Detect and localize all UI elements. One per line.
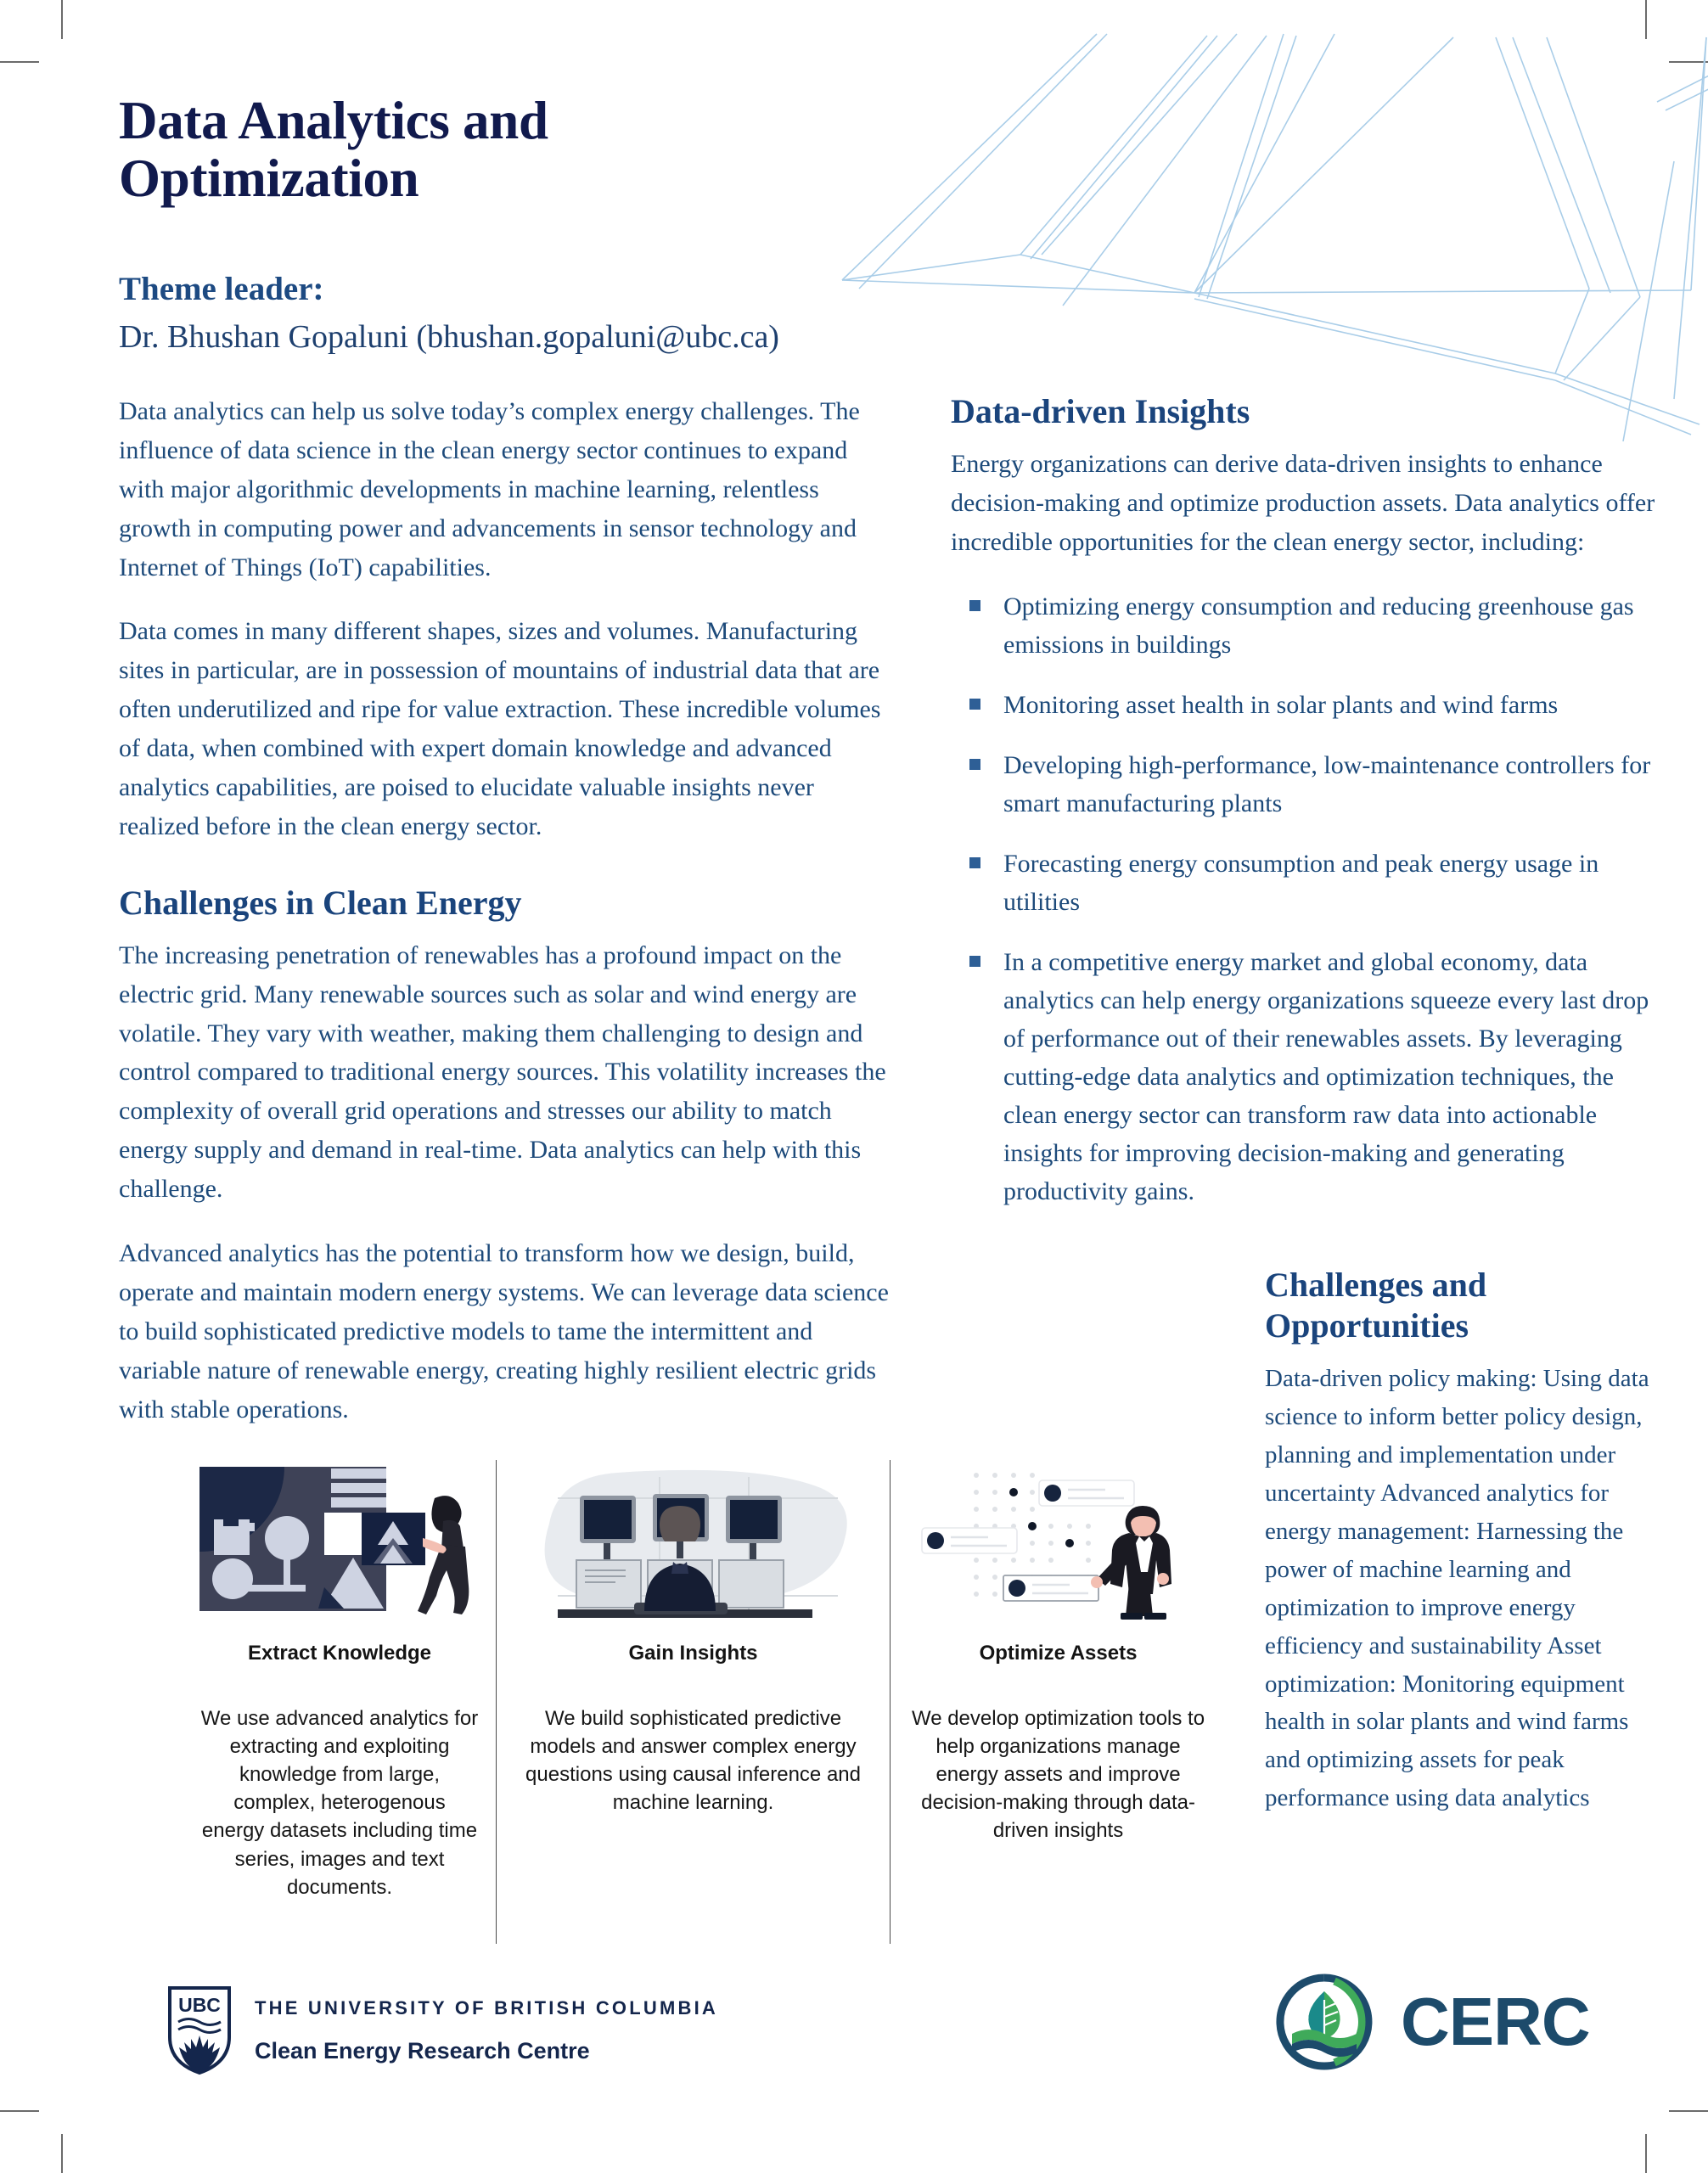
panel-title: Gain Insights (628, 1642, 758, 1665)
list-item (951, 686, 1655, 724)
bullet-text: In a competitive energy market and global economy, data analytics can help energy organizations squeeze every last drop of performance out of their renewables assets. By leveraging cutting-edge data analytics and optimization techniques, the clean energy sector can transform raw data into actionable insights for improving decision-making and generating productivity gains. (1003, 947, 1649, 1205)
challenges-opportunities-heading-line-1: Challenges and (1265, 1266, 1487, 1304)
challenges-paragraph-1: The increasing penetration of renewables has a profound impact on the electric grid. Many renewable sources such as solar and wind energy are volatile. They vary with weather, making them challenging to design and control compared to traditional energy sources. This volatility increases the complexity of overall grid operations and stresses our ability to match energy supply and demand in real-time. Data analytics can help with this challenge. (119, 941, 886, 1204)
right-column (951, 392, 1655, 1232)
list-item (951, 587, 1655, 664)
bullet-text: Forecasting energy consumption and peak energy usage in utilities (1003, 849, 1599, 916)
panel-title: Extract Knowledge (247, 1642, 432, 1665)
intro-paragraph-1: Data analytics can help us solve today’s complex energy challenges. The influence of data science in the clean energy sector continues to expand with major algorithmic developments in machine learning, relentless growth in computing power and advancements in sensor technology and Internet of Things (IoT) capabilities. (119, 397, 860, 581)
insights-bullet-list (951, 587, 1655, 1210)
ubc-logo (166, 1985, 718, 2076)
insights-heading: Data-driven Insights (951, 392, 1250, 430)
ubc-wordmark-line-1: THE UNIVERSITY OF BRITISH COLUMBIA (255, 1996, 718, 2019)
panel-text: We build sophisticated predictive models and answer complex energy questions using causal inference and machine learning. (525, 1707, 861, 1815)
ubc-shield-icon (166, 1985, 233, 2076)
panel-divider (890, 1460, 891, 1944)
theme-leader-name: Dr. Bhushan Gopaluni (bhushan.gopaluni@ubc.ca) (119, 319, 779, 355)
crop-mark-top-left-horizontal (0, 61, 39, 63)
list-item (951, 943, 1655, 1210)
panel-text: We develop optimization tools to help organizations manage energy assets and improve decision-making through data-driven insights (911, 1707, 1205, 1843)
page-title-line-2: Optimization (119, 149, 419, 209)
left-column (119, 392, 891, 1454)
ubc-wordmark (255, 1997, 718, 2064)
challenges-opportunities-body: Data-driven policy making: Using data science to inform better policy design, planning and implementation under uncertainty Advanced analytics for energy management: Harnessing the power of machine learning and optimization to improve energy efficiency and sustainability Asset optimization: Monitoring equipment health in solar plants and wind farms and optimizing assets for peak performance using data analytics (1265, 1365, 1649, 1812)
crop-mark-bottom-right-horizontal (1669, 2110, 1708, 2112)
bullet-square-icon (969, 600, 980, 611)
panel-title: Optimize Assets (979, 1642, 1138, 1665)
crop-mark-top-right-horizontal (1669, 61, 1708, 63)
crop-mark-top-right-vertical (1645, 0, 1647, 39)
decorative-lineart-graphic (808, 0, 1708, 441)
control-room-monitors-illustration (524, 1460, 863, 1621)
bullet-square-icon (969, 759, 980, 770)
page-title (119, 92, 815, 207)
insights-intro-paragraph: Energy organizations can derive data-driven insights to enhance decision-making and optimize production assets. Data analytics offer incredible opportunities for the clean energy sector, including: (951, 450, 1655, 556)
theme-leader-label: Theme leader: (119, 271, 324, 307)
panel-optimize-assets (902, 1460, 1214, 1995)
svg-text:UBC: UBC (178, 1994, 221, 2016)
challenges-opportunities-heading-line-2: Opportunities (1265, 1306, 1469, 1345)
bullet-square-icon (969, 956, 980, 967)
cerc-logo (1273, 1971, 1590, 2073)
bullet-text: Developing high-performance, low-maintenance controllers for smart manufacturing plants (1003, 750, 1651, 817)
challenges-heading: Challenges in Clean Energy (119, 883, 522, 922)
capability-panels (195, 1460, 1214, 1995)
panel-text: We use advanced analytics for extracting and exploiting knowledge from large, complex, heterogenous energy datasets including time series, images and text documents. (200, 1707, 479, 1899)
abstract-shapes-woman-illustration (195, 1460, 484, 1621)
cerc-leaf-icon (1273, 1971, 1375, 2073)
crop-mark-bottom-left-vertical (61, 2134, 63, 2173)
list-item (951, 746, 1655, 823)
crop-mark-top-left-vertical (61, 0, 63, 39)
crop-mark-bottom-right-vertical (1645, 2134, 1647, 2173)
panel-extract-knowledge (195, 1460, 484, 1995)
panel-gain-insights (508, 1460, 878, 1995)
challenges-opportunities-block (1265, 1265, 1655, 1817)
cerc-wordmark: CERC (1401, 1984, 1590, 2059)
page-title-line-1: Data Analytics and (119, 91, 548, 150)
challenges-paragraph-2: Advanced analytics has the potential to transform how we design, build, operate and maintain modern energy systems. We can leverage data science to build sophisticated predictive models to tame the intermittent and variable nature of renewable energy, creating highly resilient electric grids with stable operations. (119, 1239, 889, 1423)
bullet-square-icon (969, 857, 980, 868)
bullet-text: Optimizing energy consumption and reducing greenhouse gas emissions in buildings (1003, 592, 1634, 659)
ubc-wordmark-line-2: Clean Energy Research Centre (255, 2037, 590, 2064)
panel-divider (496, 1460, 497, 1944)
presenter-data-cards-illustration (919, 1460, 1199, 1621)
challenges-opportunities-heading (1265, 1265, 1655, 1346)
crop-mark-bottom-left-horizontal (0, 2110, 39, 2112)
bullet-square-icon (969, 699, 980, 710)
intro-paragraph-2: Data comes in many different shapes, sizes and volumes. Manufacturing sites in particular, are in possession of mountains of industrial data that are often underutilized and ripe for value extraction. These incredible volumes of data, when combined with expert domain knowledge and advanced analytics capabilities, are poised to elucidate valuable insights never realized before in the clean energy sector. (119, 617, 881, 840)
bullet-text: Monitoring asset health in solar plants and wind farms (1003, 690, 1559, 719)
list-item (951, 845, 1655, 921)
